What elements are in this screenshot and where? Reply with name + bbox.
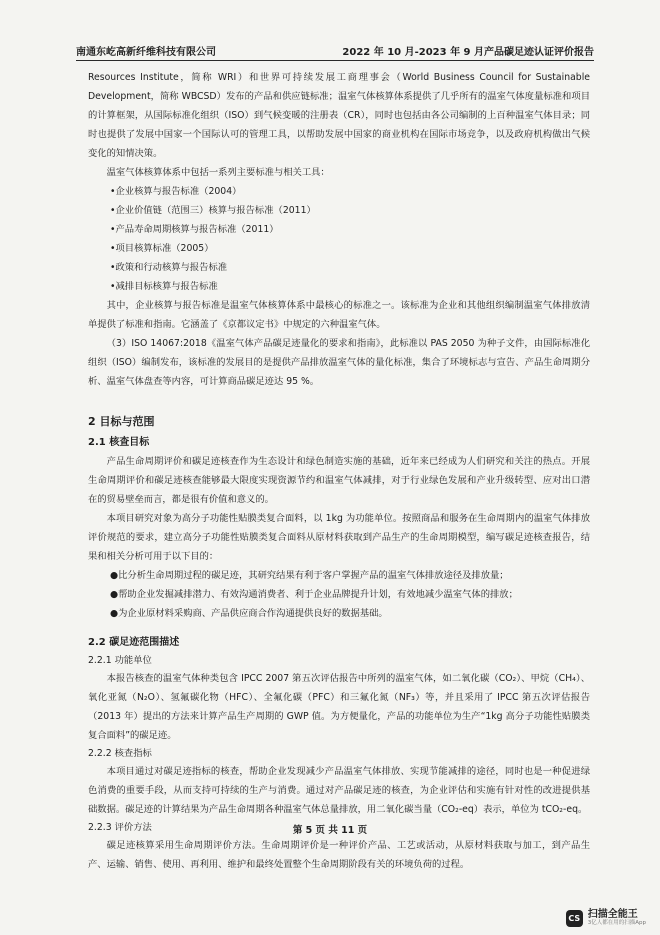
list-item: •项目核算标准（2005） [110,243,214,254]
header-report-title: 2022 年 10 月-2023 年 9 月产品碳足迹认证评价报告 [342,47,594,58]
paragraph: （3）ISO 14067:2018《温室气体产品碳足迹量化的要求和指南》，此标准以 PAS 2050 为种子文件，由国际标准化组织（ISO）编制发布，该标准的发展目的是提供产品排放温室气体的量化标准，集合了环境标志与宣告、产品生命周期分析、温室气体盘查等内容，可计算商品碳足迹达 95 %。 [88,338,590,387]
scanner-watermark [566,909,646,927]
subsection-heading: 2.1 核查目标 [88,437,150,448]
watermark-subtitle: 3亿人都在用的扫描App [587,920,646,926]
section-heading: 2 目标与范围 [88,415,155,428]
main-content [88,68,590,874]
list-item: ●帮助企业发掘减排潜力、有效沟通消费者、利于企业品牌提升计划，有效地减少温室气体的排放； [110,589,518,600]
paragraph: 本报告核查的温室气体种类包含 IPCC 2007 第五次评估报告中所列的温室气体，如二氧化碳（CO₂）、甲烷（CH₄）、氧化亚氮（N₂O）、氢氟碳化物（HFC）、全氟化碳（PFC）和三氟化氮（NF₃）等，并且采用了 IPCC 第五次评估报告（2013 年）提出的方法来计算产品生产周期的 GWP 值。为方便量化，产品的功能单位为生产“1kg 高分子功能性贴膜类复合面料”的碳足迹。 [88,673,590,741]
subsubsection-heading: 2.2.1 功能单位 [88,655,152,666]
list-item: •减排目标核算与报告标准 [110,281,218,292]
subsubsection-heading: 2.2.3 评价方法 [88,822,152,833]
paragraph: 温室气体核算体系中包括一系列主要标准与相关工具： [106,167,330,178]
page-header [76,38,594,61]
watermark-title: 扫描全能王 [587,909,638,920]
camscanner-icon: CS [566,910,583,927]
list-item: •政策和行动核算与报告标准 [110,262,228,273]
list-item: •企业价值链（范围三）核算与报告标准（2011） [110,205,316,216]
paragraph: 产品生命周期评价和碳足迹核查作为生态设计和绿色制造实施的基础，近年来已经成为人们研究和关注的热点。开展生命周期评价和碳足迹核查能够最大限度实现资源节约和温室气体减排，对于行业绿色发展和产业升级转型、应对出口潜在的贸易壁垒而言，都是很有价值和意义的。 [88,456,590,505]
paragraph: 本项目通过对碳足迹指标的核查，帮助企业发现减少产品温室气体排放、实现节能减排的途径，同时也是一种促进绿色消费的重要手段，从而支持可持续的生产与消费。通过对产品碳足迹的核查，为企业评估和实施有针对性的改进提供基础数据。碳足迹的计算结果为产品生命周期各种温室气体总量排放，用二氧化碳当量（CO₂-eq）表示，单位为 tCO₂-eq。 [88,766,590,815]
paragraph: 其中，企业核算与报告标准是温室气体核算体系中最核心的标准之一。该标准为企业和其他组织编制温室气体排放清单提供了标准和指南。它涵盖了《京都议定书》中规定的六种温室气体。 [88,300,590,330]
list-item: ●为企业原材料采购商、产品供应商合作沟通提供良好的数据基础。 [110,608,388,619]
list-item: •产品寿命周期核算与报告标准（2011） [110,224,279,235]
paragraph: 碳足迹核算采用生命周期评价方法。生命周期评价是一种评价产品、工艺或活动，从原材料获取与加工，到产品生产、运输、销售、使用、再利用、维护和最终处置整个生命周期阶段有关的环境负荷的过程。 [88,840,590,870]
paragraph: 本项目研究对象为高分子功能性贴膜类复合面料，以 1kg 为功能单位。按照商品和服务在生命周期内的温室气体排放评价规范的要求，建立高分子功能性贴膜类复合面料从原材料获取到产品生产的生命周期模型，编写碳足迹核查报告，结果和相关分析可用于以下目的： [88,513,590,562]
list-item: •企业核算与报告标准（2004） [110,186,242,197]
paragraph: Resources Institute，简称 WRI）和世界可持续发展工商理事会（World Business Council for Sustainable Development，简称 WBCSD）发布的产品和供应链标准；温室气体核算体系提供了几乎所有的温室气体度量标准和项目的计算框架，从国际标准化组织（ISO）到气候变暖的注册表（CR），同时也包括由各公司编制的上百种温室气体目录；同时也提供了发展中国家一个国际认可的管理工具，以帮助发展中国家的商业机构在国际市场竞争，以及政府机构做出气候变化的知情决策。 [88,72,590,159]
header-company: 南通东屹高新纤维科技有限公司 [76,47,216,58]
page-number: 第 5 页 共 11 页 [292,825,368,836]
list-item: ●比分析生命周期过程的碳足迹，其研究结果有利于客户掌握产品的温室气体排放途径及排放量； [110,570,509,581]
subsection-heading: 2.2 碳足迹范围描述 [88,637,180,648]
subsubsection-heading: 2.2.2 核查指标 [88,748,152,759]
